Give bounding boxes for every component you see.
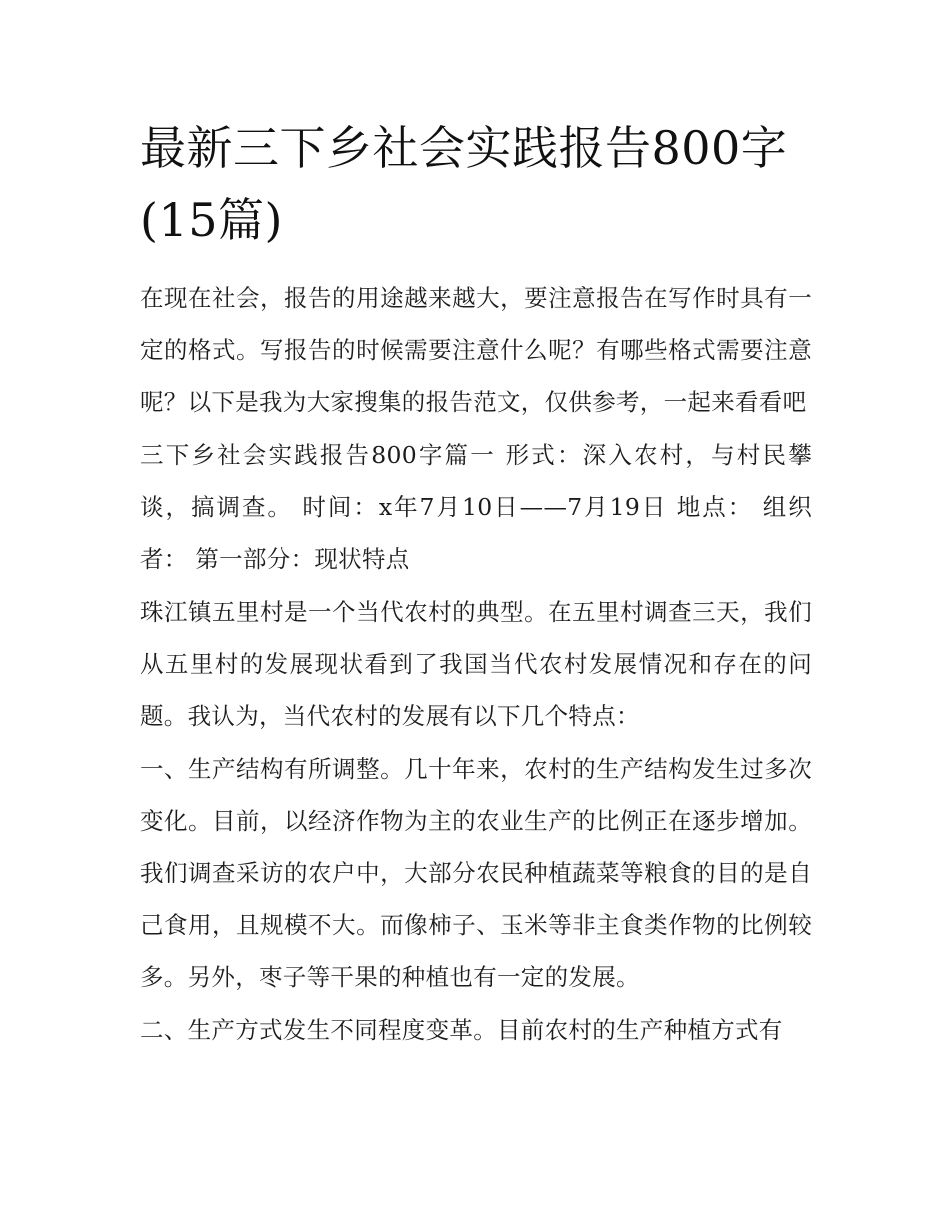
paragraph-intro: 在现在社会，报告的用途越来越大，要注意报告在写作时具有一定的格式。写报告的时候需要注意什么呢？有哪些格式需要注意呢？以下是我为大家搜集的报告范文，仅供参考，一起来看看吧 — [140, 284, 812, 416]
paragraph-point-two: 二、生产方式发生不同程度变革。目前农村的生产种植方式有 — [140, 1016, 783, 1044]
paragraph-village-overview: 珠江镇五里村是一个当代农村的典型。在五里村调查三天，我们从五里村的发展现状看到了我国当代农村发展情况和存在的问题。我认为，当代农村的发展有以下几个特点： — [140, 598, 812, 730]
document-page — [140, 112, 812, 1057]
document-title: 最新三下乡社会实践报告800字(15篇) — [140, 121, 788, 247]
paragraph-point-one: 一、生产结构有所调整。几十年来，农村的生产结构发生过多次变化。目前，以经济作物为主的农业生产的比例正在逐步增加。我们调查采访的农户中，大部分农民种植蔬菜等粮食的目的是自己食用，且规模不大。而像柿子、玉米等非主食类作物的比例较多。另外，枣子等干果的种植也有一定的发展。 — [140, 755, 812, 991]
paragraph-part-one-info: 三下乡社会实践报告800字篇一 形式：深入农村，与村民攀谈，搞调查。 时间：x年7月10日——7月19日 地点： 组织者： 第一部分：现状特点 — [140, 441, 812, 573]
